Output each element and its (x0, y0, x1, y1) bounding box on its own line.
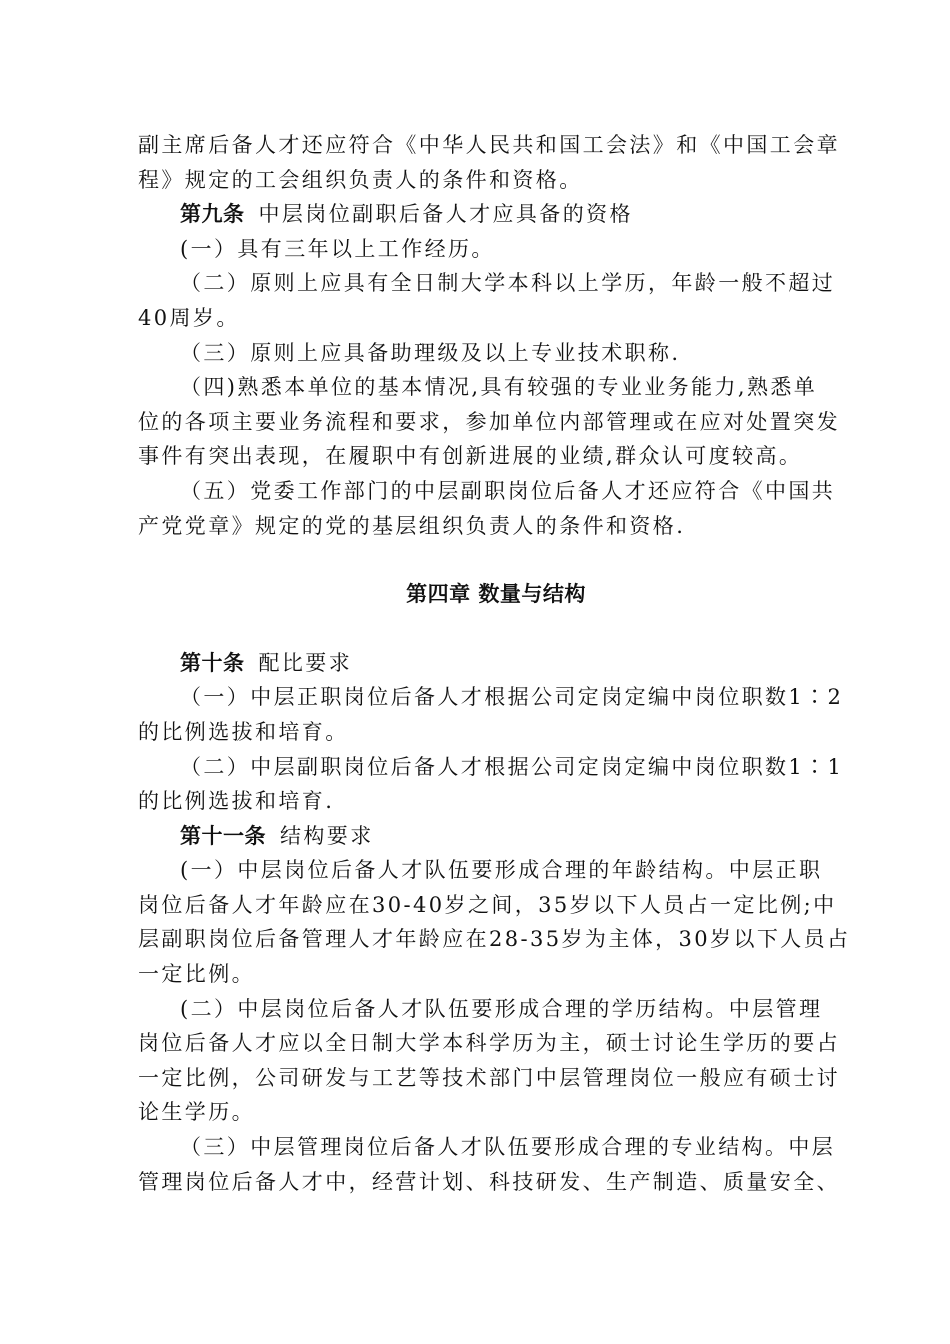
paragraph-line: 产党党章》规定的党的基层组织负责人的条件和资格. (138, 513, 686, 538)
article-11-heading (138, 819, 814, 854)
paragraph-line: 管理岗位后备人才中，经营计划、科技研发、生产制造、质量安全、 (138, 1169, 840, 1194)
chapter-heading: 第四章 数量与结构 (406, 582, 586, 607)
paragraph-line: （二）中层副职岗位后备人才根据公司定岗定编中岗位职数1∶1 (180, 754, 844, 779)
article-10-heading (138, 646, 814, 681)
paragraph-line: 事件有突出表现，在履职中有创新进展的业绩,群众认可度较高。 (138, 444, 803, 469)
article-heading: 结构要求 (280, 823, 374, 848)
paragraph-line: （一）中层正职岗位后备人才根据公司定岗定编中岗位职数1∶2 (180, 685, 844, 710)
paragraph-line: 40周岁。 (138, 305, 240, 330)
article-title: 第十条 (180, 650, 245, 675)
paragraph-line: 的比例选拔和培育。 (138, 719, 349, 744)
paragraph-line: （四)熟悉本单位的基本情况,具有较强的专业业务能力,熟悉单 (180, 375, 818, 400)
article-title: 第九条 (180, 202, 245, 227)
paragraph-line: 岗位后备人才年龄应在30-40岁之间，35岁以下人员占一定比例;中 (138, 892, 837, 917)
article-9-heading (138, 197, 814, 232)
paragraph-line: 一定比例，公司研发与工艺等技术部门中层管理岗位一般应有硕士讨 (138, 1065, 840, 1090)
paragraph-line: 论生学历。 (138, 1100, 255, 1125)
article-heading: 配比要求 (258, 650, 353, 675)
article-title: 第十一条 (180, 823, 266, 848)
document-page (138, 128, 851, 1199)
paragraph-line: 程》规定的工会组织负责人的条件和资格。 (138, 167, 583, 192)
paragraph-line: 层副职岗位后备管理人才年龄应在28-35岁为主体，30岁以下人员占 (138, 927, 851, 952)
paragraph-line: （三）中层管理岗位后备人才队伍要形成合理的专业结构。中层 (180, 1135, 836, 1160)
paragraph-line: 副主席后备人才还应符合《中华人民共和国工会法》和《中国工会章 (138, 133, 840, 157)
paragraph-line: (二）中层岗位后备人才队伍要形成合理的学历结构。中层管理 (180, 996, 823, 1021)
paragraph-line: 位的各项主要业务流程和要求，参加单位内部管理或在应对处置突发 (138, 409, 840, 434)
paragraph-line: 岗位后备人才应以全日制大学本科学历为主，硕士讨论生学历的要占 (138, 1031, 840, 1056)
article-heading: 中层岗位副职后备人才应具备的资格 (258, 202, 633, 227)
paragraph-line: （五）党委工作部门的中层副职岗位后备人才还应符合《中国共 (180, 478, 836, 503)
paragraph-line: 的比例选拔和培育. (138, 789, 335, 814)
paragraph-line: （三）原则上应具备助理级及以上专业技术职称. (180, 340, 681, 365)
paragraph-line: (一）中层岗位后备人才队伍要形成合理的年龄结构。中层正职 (180, 858, 823, 883)
paragraph-line: （二）原则上应具有全日制大学本科以上学历，年龄一般不超过 (180, 271, 836, 296)
paragraph-line: 一定比例。 (138, 962, 255, 987)
paragraph-line: (一）具有三年以上工作经历。 (180, 236, 495, 261)
